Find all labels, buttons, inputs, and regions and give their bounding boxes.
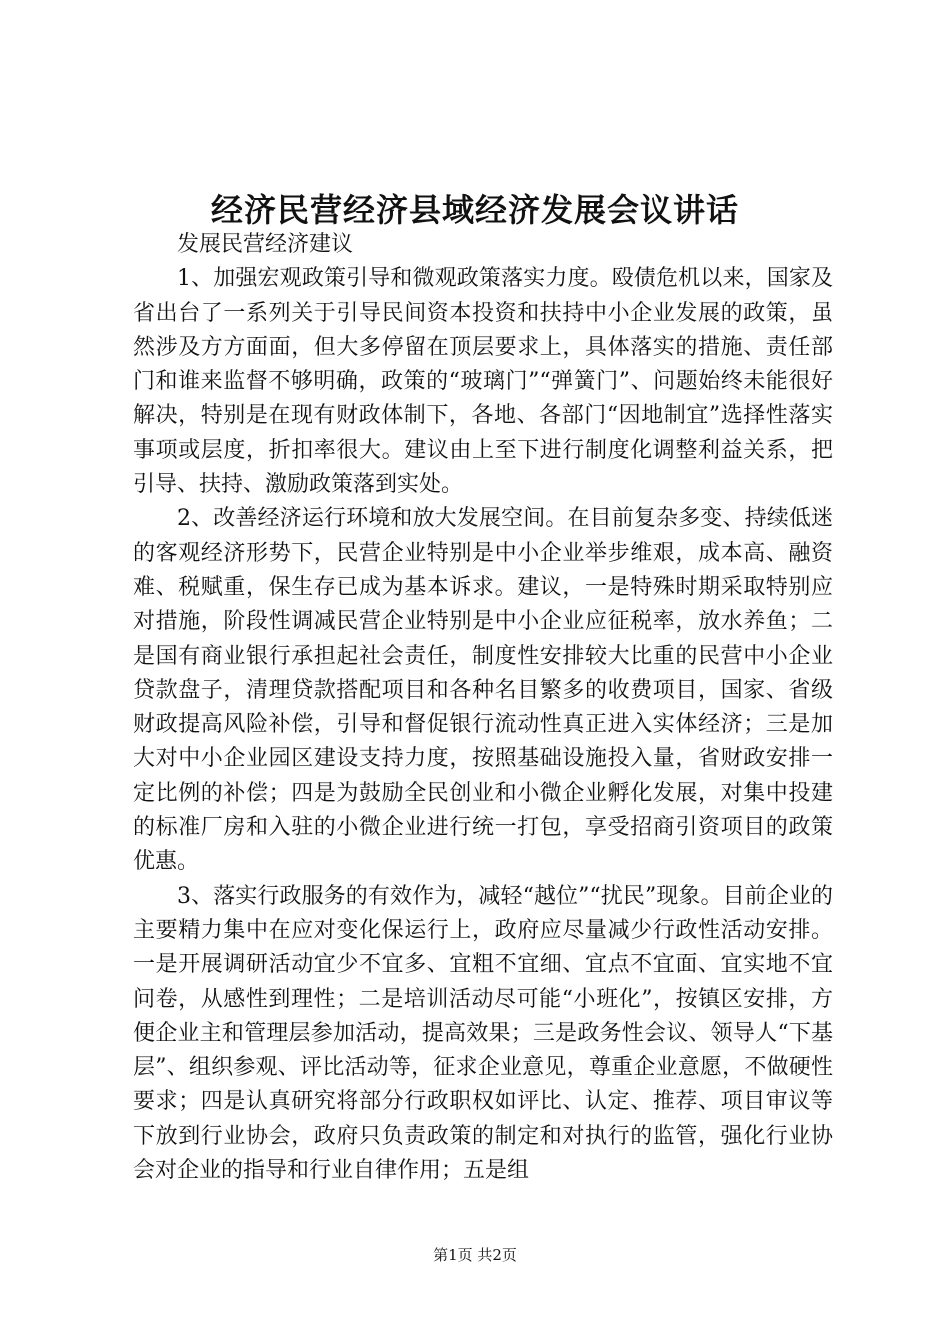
paragraph-2: 2、改善经济运行环境和放大发展空间。在目前复杂多变、持续低迷的客观经济形势下，民营企业特别是中小企业举步维艰，成本高、融资难、税赋重，保生存已成为基本诉求。建议，一是特殊时期采取特别应对措施，阶段性调减民营企业特别是中小企业应征税率，放水养鱼；二是国有商业银行承担起社会责任，制度性安排较大比重的民营中小企业贷款盘子，清理贷款搭配项目和各种名目繁多的收费项目，国家、省级财政提高风险补偿，引导和督促银行流动性真正进入实体经济；三是加大对中小企业园区建设支持力度，按照基础设施投入量，省财政安排一定比例的补偿；四是为鼓励全民创业和小微企业孵化发展，对集中投建的标准厂房和入驻的小微企业进行统一打包，享受招商引资项目的政策优惠。 bbox=[133, 506, 833, 875]
paragraph-1: 1、加强宏观政策引导和微观政策落实力度。殴债危机以来，国家及省出台了一系列关于引导民间资本投资和扶持中小企业发展的政策，虽然涉及方方面面，但大多停留在顶层要求上，具体落实的措施、责任部门和谁来监督不够明确，政策的“玻璃门”“弹簧门”、问题始终未能很好解决，特别是在现有财政体制下，各地、各部门“因地制宜”选择性落实事项或层度，折扣率很大。建议由上至下进行制度化调整利益关系，把引导、扶持、激励政策落到实处。 bbox=[133, 266, 833, 498]
document-body bbox=[133, 228, 833, 1188]
section-heading: 发展民营经济建议 bbox=[177, 232, 354, 257]
page-number-footer: 第1页 共2页 bbox=[433, 1246, 517, 1264]
document-title: 经济民营经济县域经济发展会议讲话 bbox=[210, 191, 739, 229]
paragraph-3: 3、落实行政服务的有效作为，减轻“越位”“扰民”现象。目前企业的主要精力集中在应对变化保运行上，政府应尽量减少行政性活动安排。一是开展调研活动宜少不宜多、宜粗不宜细、宜点不宜面、宜实地不宜问卷，从感性到理性；二是培训活动尽可能“小班化”，按镇区安排，方便企业主和管理层参加活动，提高效果；三是政务性会议、领导人“下基层”、组织参观、评比活动等，征求企业意见，尊重企业意愿，不做硬性要求；四是认真研究将部分行政职权如评比、认定、推荐、项目审议等下放到行业协会，政府只负责政策的制定和对执行的监管，强化行业协会对企业的指导和行业自律作用；五是组 bbox=[133, 883, 833, 1184]
